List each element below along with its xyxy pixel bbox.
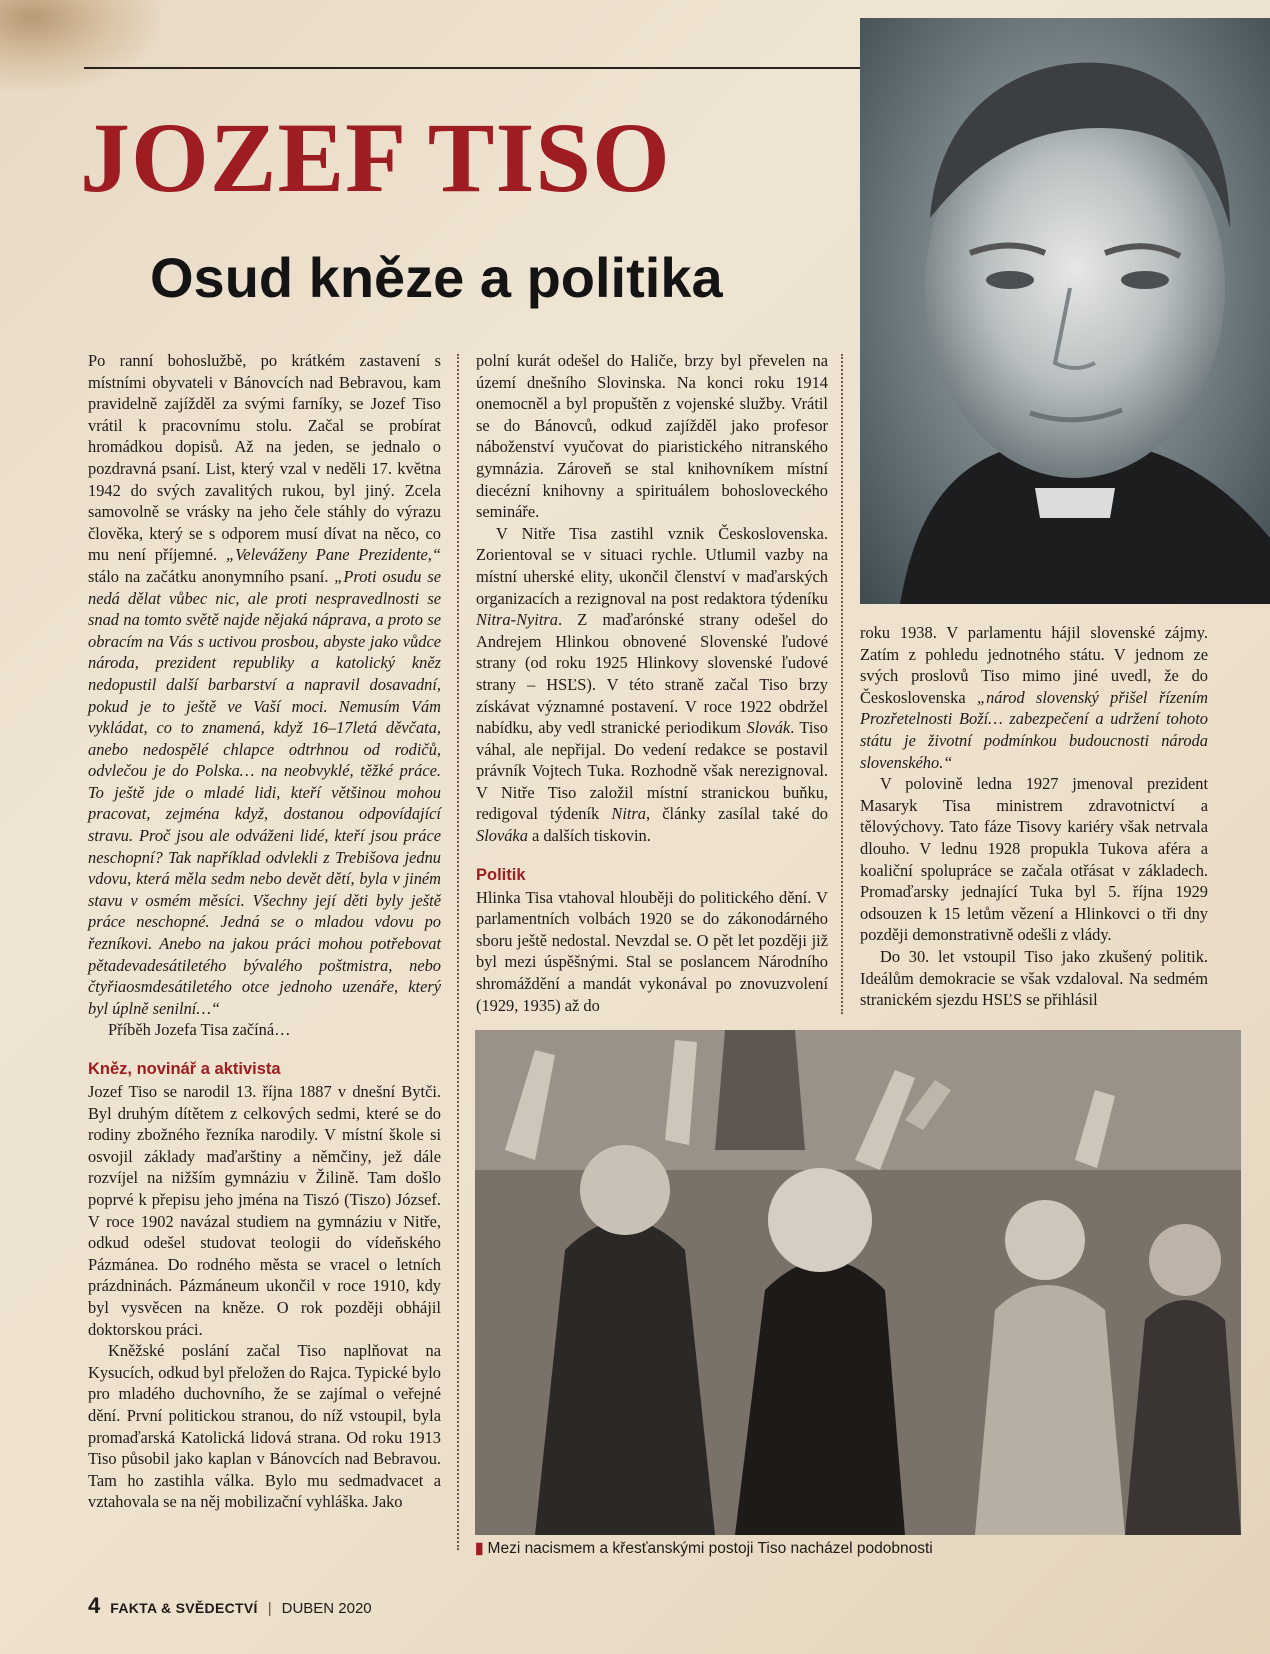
portrait-photo bbox=[860, 18, 1270, 604]
paper-stain bbox=[0, 0, 160, 90]
rally-photo bbox=[475, 1030, 1241, 1535]
paragraph: Do 30. let vstoupil Tiso jako zkušený politik. Ideálům demokracie se však vzdaloval. Na sedmém stranickém sjezdu HSĽS se přihlásil bbox=[860, 946, 1208, 1010]
article-column-1 bbox=[88, 350, 441, 1513]
paragraph: Hlinka Tisa vtahoval hlouběji do politického dění. V parlamentních volbách 1920 se do zákonodárného sboru ještě nedostal. Nevzdal se. O pět let později již byl mezi úspěšnými. Stal se poslancem Národního shromáždění a mandát vykonával po znovuzvolení (1929, 1935) až do bbox=[476, 887, 828, 1015]
page-footer bbox=[88, 1593, 372, 1619]
article-title: JOZEF TISO bbox=[80, 102, 671, 213]
page-number: 4 bbox=[88, 1593, 101, 1618]
photo-caption: ▮ Mezi nacismem a křesťanskými postoji Tiso nacházel podobnosti bbox=[475, 1540, 933, 1557]
paragraph: polní kurát odešel do Haliče, brzy byl převelen na území dnešního Slovinska. Na konci roku 1914 onemocněl a byl propuštěn z vojenské služby. Vrátil se do Bánovců, odkud zajížděl jako profesor náboženství vyučovat do piaristického nitranského gymnázia. Zároveň se stal knihovníkem místní diecézní knihovny a spirituálem bohosloveckého semináře. bbox=[476, 351, 828, 522]
article-column-3 bbox=[860, 622, 1208, 1011]
footer-separator: | bbox=[267, 1600, 272, 1617]
issue-date: DUBEN 2020 bbox=[281, 1600, 372, 1617]
article-subtitle: Osud kněze a politika bbox=[150, 246, 723, 309]
caption-marker-icon: ▮ bbox=[475, 1540, 484, 1557]
paragraph: Jozef Tiso se narodil 13. října 1887 v dnešní Bytči. Byl druhým dítětem z celkových sedmi, které se do rodiny zbožného řezníka narodily. V místní škole si osvojil základy maďarštiny a němčiny, jež dále rozvíjel na nižším gymnáziu v Žilině. Tam došlo poprvé k přepisu jeho jména na Tiszó (Tiszo) József. V roce 1902 navázal studiem na gymnáziu v Nitře, odkud odešel studovat teologii do vídeňského Pázmánea. Do rodného města se vracel o letních prázdninách. Pázmáneum ukončil v roce 1910, kdy byl vysvěcen na kněze. O rok později obhájil doktorskou práci. bbox=[88, 1082, 441, 1339]
column-divider bbox=[457, 354, 459, 1550]
paragraph: Po ranní bohoslužbě, po krátkém zastavení s místními obyvateli v Bánovcích nad Bebravou, kam pravidelně zajížděl za svými farníky, se Jozef Tiso vrátil k pracovnímu stolu. Začal se probírat hromádkou dopisů. Až na jeden, se jednalo o pozdravná psaní. List, který vzal v neděli 17. května 1942 do svých zavalitých rukou, byl jiný. Zcela samovolně se vrásky na jeho čele stáhly do výrazu člověka, který se s odporem musí dívat na něco, co mu není příjemné. „Veleváženy Pane Prezidente,“ stálo na začátku anonymního psaní. „Proti osudu se nedá dělat vůbec nic, ale proti nespravedlnosti se snad na tomto světě najde nějaká náprava, a proto se obracím na Vás s uctivou prosbou, abyste jako vůdce národa, prezident republiky a katolický kněz nedopustil další barbarství a napravil dosavadní, pokud je to ještě ve Vaší moci. Nemusím Vám vykládat, co to znamená, když 16–17letá děvčata, anebo nedospělé chlapce odtrhnou od rodičů, odvlečou je do Polska… na neobvyklé, těžké práce. To ještě jde o mladé lidi, kteří většinou mohou pracovat, zejména když, dostanou odpovídající stravu. Proč jsou ale odváženi lidé, kteří jsou práce neschopní? Tak například odvlekli z Trebišova jednu vdovu, která měla sedm nebo devět dětí, byla v jiném stavu v osmém měsíci. Všechny její děti byly ještě práce neschopné. Jedná se o mladou vdovu po řezníkovi. Anebo na jakou práci mohou potřebovat pětadevadesátiletého bývalého poštmistra, nebo čtyřiaosmdesátiletého otce jednoho uzenáře, který byl úplně senilní…“ bbox=[88, 351, 441, 1018]
section-heading: Politik bbox=[476, 865, 526, 884]
paragraph: Kněžské poslání začal Tiso naplňovat na Kysucích, odkud byl přeložen do Rajca. Typické bylo pro mladého duchovního, že se zajímal o veřejné dění. První politickou stranou, do níž vstoupil, byla promaďarská Katolická lidová strana. Od roku 1913 Tiso působil jako kaplan v Bánovcích nad Bebravou. Tam ho zastihla válka. Bylo mu sedmadvacet a vztahovala se na něj mobilizační vyhláška. Jako bbox=[88, 1341, 441, 1512]
magazine-name: FAKTA & SVĚDECTVÍ bbox=[110, 1600, 258, 1616]
section-heading: Kněz, novinář a aktivista bbox=[88, 1060, 281, 1078]
column-divider bbox=[841, 354, 843, 1014]
paragraph: V polovině ledna 1927 jmenoval prezident Masaryk Tisa ministrem zdravotnictví a tělovýchovy. Tato fáze Tisovy kariéry však netrvala dlouho. V lednu 1928 propukla Tukova aféra a koaliční spolupráce se začala otřásat v základech. Promaďarsky jednající Tuka byl 5. října 1929 odsouzen k 15 letům vězení a Hlinkovci o tři dny později demonstrativně odešli z vlády. bbox=[860, 774, 1208, 945]
paragraph: Příběh Jozefa Tisa začíná… bbox=[108, 1020, 291, 1040]
header-rule bbox=[84, 67, 860, 69]
paragraph: roku 1938. V parlamentu hájil slovenské zájmy. Zatím z pohledu jednotného státu. V jednom ze svých proslovů Tiso mimo jiné uvedl, že do Československa „národ slovenský přišel řízením Prozřetelnosti Boží… zabezpečení a udržení tohoto státu je životní podmínkou budoucnosti národa slovenského.“ bbox=[860, 623, 1208, 772]
paragraph: V Nitře Tisa zastihl vznik Československa. Zorientoval se v situaci rychle. Utlumil vazby na místní uherské elity, ukončil členství v maďarských organizacích a rezignoval na post redaktora týdeníku Nitra-Nyitra. Z maďarónské strany odešel do Andrejem Hlinkou obnovené Slovenské ľudové strany (od roku 1925 Hlinkovy slovenské ľudové strany – HSĽS). V této straně začal Tiso brzy získávat významné postavení. V roce 1922 obdržel nabídku, aby vedl stranické periodikum Slovák. Tiso váhal, ale nepřijal. Do vedení redakce se postavil právník Vojtech Tuka. Rozhodně však nerezignoval. V Nitře Tiso založil místní stranickou buňku, redigoval týdeník Nitra, články zasílal také do Slováka a dalších tiskovin. bbox=[476, 523, 828, 846]
article-column-2 bbox=[476, 350, 828, 1016]
